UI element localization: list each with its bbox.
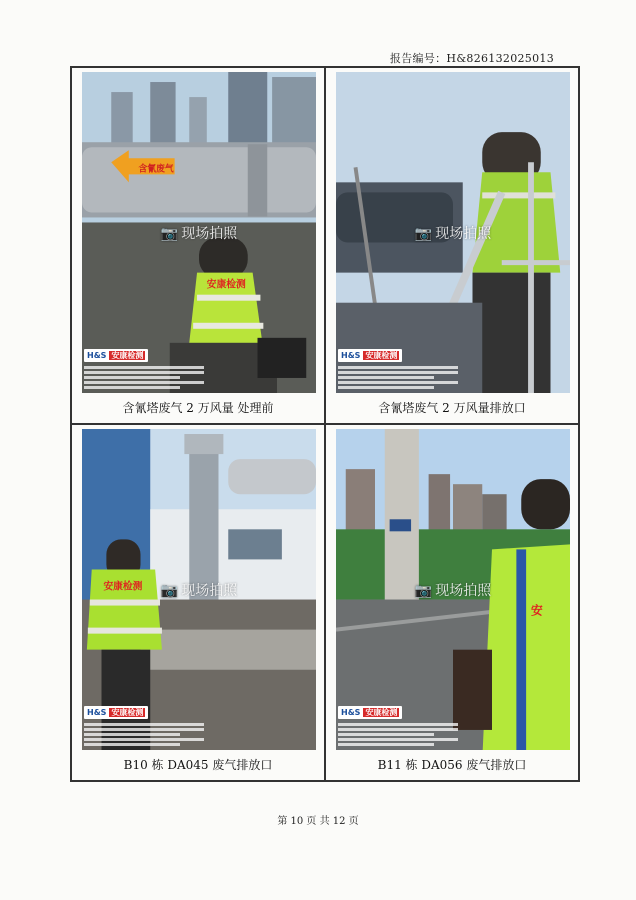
site-photo-1 <box>82 72 316 393</box>
site-photo-3 <box>82 429 316 750</box>
photo-cell-4 <box>325 424 579 781</box>
watermark-1 <box>84 343 204 391</box>
stamp-1: 📷 现场拍照 <box>160 225 238 242</box>
vest-logo-3: 安康检测 <box>103 581 143 593</box>
report-number: 报告编号：H&826132025013 <box>389 52 554 65</box>
stamp-2: 📷 现场拍照 <box>414 225 492 242</box>
watermark-logo: H&S 安康检测 <box>84 349 148 362</box>
photo-cell-1 <box>71 67 325 424</box>
photo-caption-2: 含氰塔废气 2 万风量排放口 <box>378 401 526 415</box>
watermark-2 <box>338 343 458 391</box>
camera-icon: 📷 <box>160 582 179 599</box>
photo-caption-3: B10 栋 DA045 废气排放口 <box>123 758 273 772</box>
watermark-3 <box>84 700 204 748</box>
watermark-logo: H&S 安康检测 <box>338 349 402 362</box>
photo-grid <box>70 66 580 782</box>
vest-logo-1: 安康检测 <box>206 279 246 291</box>
stamp-3: 📷 现场拍照 <box>160 582 238 599</box>
watermark-logo: H&S 安康检测 <box>84 706 148 719</box>
photo-cell-2 <box>325 67 579 424</box>
photo-caption-4: B11 栋 DA056 废气排放口 <box>377 758 527 772</box>
photo-caption-1: 含氰塔废气 2 万风量 处理前 <box>122 401 274 415</box>
page-number: 第 10 页 共 12 页 <box>277 816 359 827</box>
site-photo-4 <box>336 429 570 750</box>
stamp-4: 📷 现场拍照 <box>414 582 492 599</box>
watermark-logo: H&S 安康检测 <box>338 706 402 719</box>
vest-logo-4: 安 <box>531 603 543 618</box>
photo-cell-3 <box>71 424 325 781</box>
camera-icon: 📷 <box>414 582 433 599</box>
camera-icon: 📷 <box>160 225 179 242</box>
site-photo-2 <box>336 72 570 393</box>
camera-icon: 📷 <box>414 225 433 242</box>
duct-label: 含氰废气 <box>138 164 174 175</box>
watermark-4 <box>338 700 458 748</box>
